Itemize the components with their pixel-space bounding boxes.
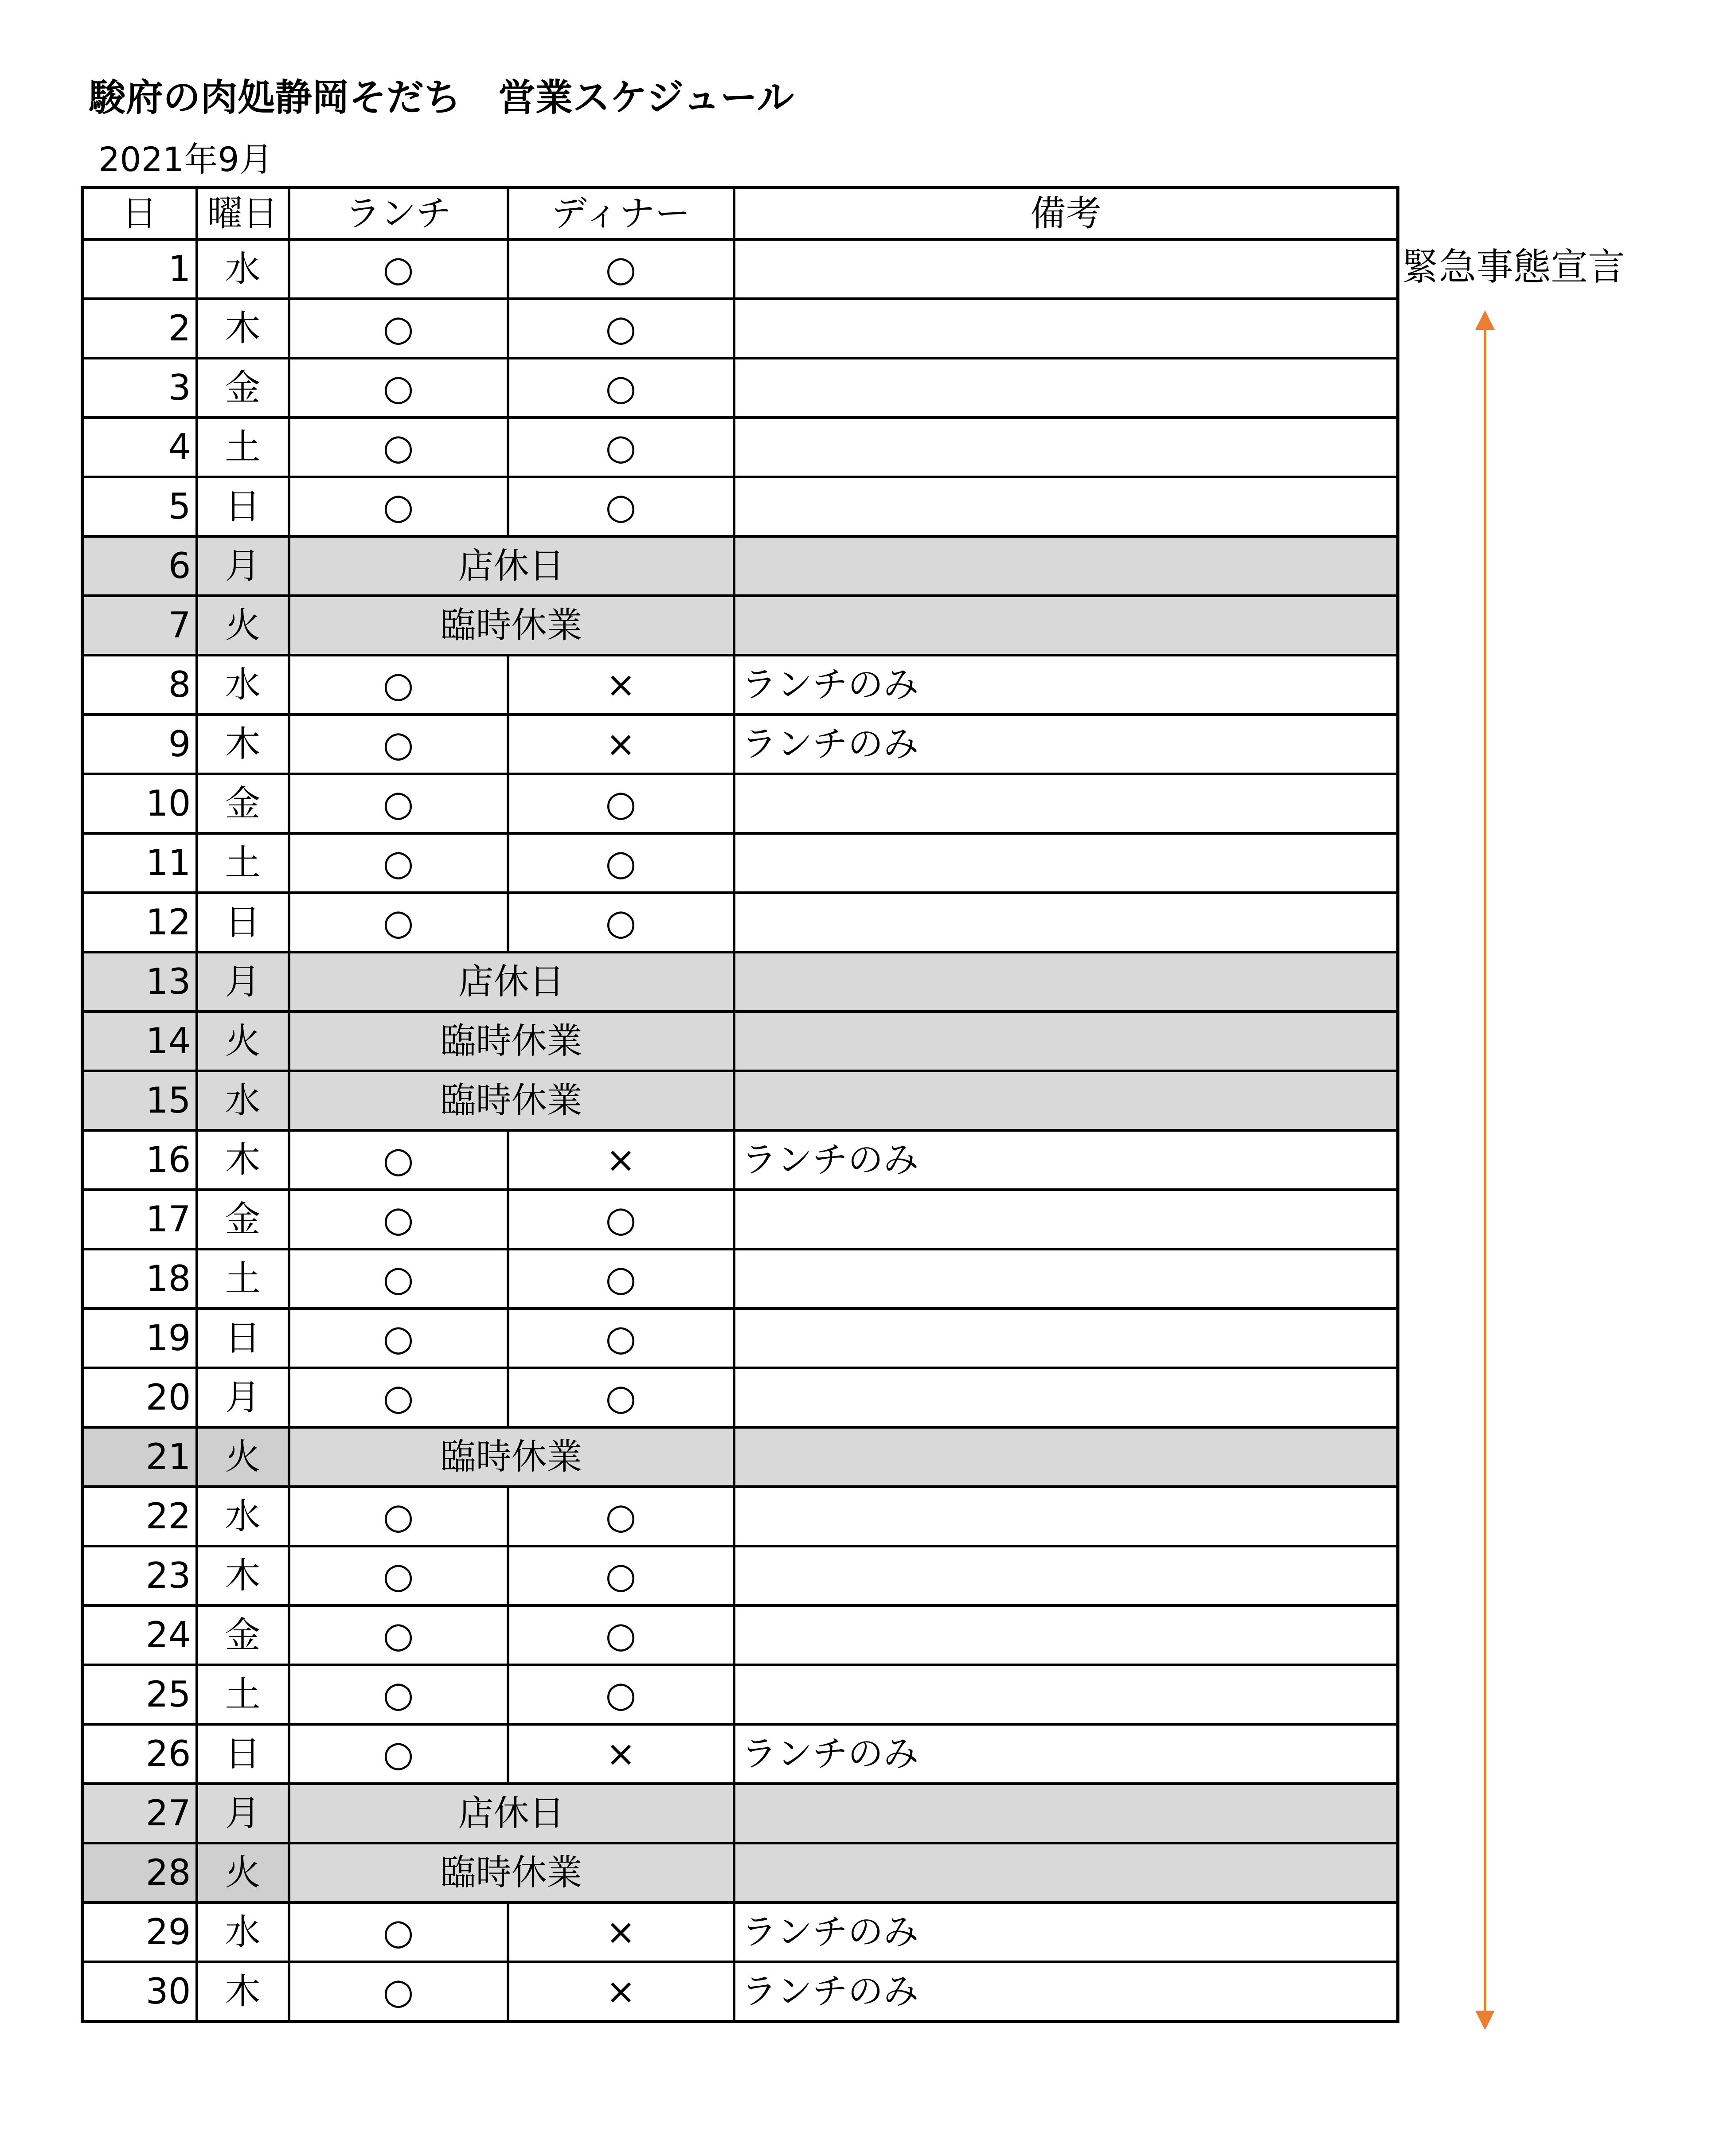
weekday-cell: 月 — [197, 1368, 289, 1427]
dinner-cell: ○ — [508, 1190, 734, 1249]
emergency-declaration-label: 緊急事態宣言 — [1402, 245, 1626, 289]
table-row — [82, 1605, 1398, 1665]
note-cell — [734, 1368, 1398, 1427]
arrow-head-up — [1475, 310, 1495, 330]
weekday-cell: 水 — [197, 239, 289, 299]
weekday-cell: 水 — [197, 655, 289, 715]
day-cell: 1 — [82, 239, 197, 299]
day-cell: 24 — [82, 1605, 197, 1665]
table-row — [82, 1784, 1398, 1843]
table-row — [82, 1902, 1398, 1962]
dinner-cell: ○ — [508, 299, 734, 358]
closed-status-cell: 臨時休業 — [289, 1843, 734, 1902]
lunch-cell: ○ — [289, 1902, 508, 1962]
note-cell — [734, 1665, 1398, 1724]
table-row — [82, 239, 1398, 299]
day-cell: 22 — [82, 1487, 197, 1546]
table-row — [82, 299, 1398, 358]
weekday-cell: 土 — [197, 1665, 289, 1724]
note-cell — [734, 239, 1398, 299]
day-cell: 4 — [82, 418, 197, 477]
closed-status-cell: 臨時休業 — [289, 1012, 734, 1071]
header-notes: 備考 — [734, 188, 1398, 240]
emergency-period-arrow — [1467, 310, 1503, 2030]
day-cell: 16 — [82, 1130, 197, 1190]
closed-status-cell: 臨時休業 — [289, 596, 734, 655]
closed-status-cell: 臨時休業 — [289, 1427, 734, 1487]
table-row — [82, 1071, 1398, 1130]
day-cell: 21 — [82, 1427, 197, 1487]
table-row — [82, 833, 1398, 893]
dinner-cell: × — [508, 655, 734, 715]
note-cell — [734, 1249, 1398, 1308]
day-cell: 27 — [82, 1784, 197, 1843]
note-cell — [734, 299, 1398, 358]
lunch-cell: ○ — [289, 1130, 508, 1190]
table-row — [82, 1962, 1398, 2022]
note-cell — [734, 1012, 1398, 1071]
dinner-cell: × — [508, 1902, 734, 1962]
table-row — [82, 715, 1398, 774]
table-row — [82, 893, 1398, 952]
dinner-cell: ○ — [508, 239, 734, 299]
note-cell — [734, 1784, 1398, 1843]
day-cell: 25 — [82, 1665, 197, 1724]
dinner-cell: × — [508, 715, 734, 774]
table-row — [82, 418, 1398, 477]
note-cell — [734, 536, 1398, 596]
note-cell: ランチのみ — [734, 715, 1398, 774]
day-cell: 23 — [82, 1546, 197, 1605]
dinner-cell: × — [508, 1962, 734, 2022]
dinner-cell: ○ — [508, 1605, 734, 1665]
page-title: 駿府の肉処静岡そだち 営業スケジュール — [89, 76, 794, 119]
weekday-cell: 土 — [197, 833, 289, 893]
weekday-cell: 金 — [197, 1605, 289, 1665]
closed-status-cell: 店休日 — [289, 1784, 734, 1843]
dinner-cell: ○ — [508, 1308, 734, 1368]
day-cell: 8 — [82, 655, 197, 715]
dinner-cell: ○ — [508, 418, 734, 477]
day-cell: 30 — [82, 1962, 197, 2022]
day-cell: 26 — [82, 1724, 197, 1784]
schedule-body — [82, 239, 1398, 2022]
note-cell — [734, 833, 1398, 893]
weekday-cell: 火 — [197, 1843, 289, 1902]
table-row — [82, 655, 1398, 715]
day-cell: 17 — [82, 1190, 197, 1249]
day-cell: 6 — [82, 536, 197, 596]
weekday-cell: 金 — [197, 1190, 289, 1249]
weekday-cell: 火 — [197, 1012, 289, 1071]
lunch-cell: ○ — [289, 833, 508, 893]
day-cell: 18 — [82, 1249, 197, 1308]
weekday-cell: 月 — [197, 1784, 289, 1843]
lunch-cell: ○ — [289, 1605, 508, 1665]
lunch-cell: ○ — [289, 358, 508, 418]
day-cell: 29 — [82, 1902, 197, 1962]
table-row — [82, 1724, 1398, 1784]
lunch-cell: ○ — [289, 655, 508, 715]
note-cell: ランチのみ — [734, 1724, 1398, 1784]
lunch-cell: ○ — [289, 477, 508, 536]
lunch-cell: ○ — [289, 774, 508, 833]
weekday-cell: 木 — [197, 1962, 289, 2022]
weekday-cell: 水 — [197, 1071, 289, 1130]
day-cell: 2 — [82, 299, 197, 358]
dinner-cell: ○ — [508, 1249, 734, 1308]
note-cell — [734, 1308, 1398, 1368]
lunch-cell: ○ — [289, 1724, 508, 1784]
lunch-cell: ○ — [289, 1962, 508, 2022]
weekday-cell: 月 — [197, 536, 289, 596]
schedule-table — [81, 186, 1399, 2023]
lunch-cell: ○ — [289, 1487, 508, 1546]
weekday-cell: 水 — [197, 1902, 289, 1962]
day-cell: 28 — [82, 1843, 197, 1902]
header-lunch: ランチ — [289, 188, 508, 240]
note-cell — [734, 477, 1398, 536]
weekday-cell: 金 — [197, 358, 289, 418]
table-row — [82, 358, 1398, 418]
day-cell: 20 — [82, 1368, 197, 1427]
note-cell — [734, 1546, 1398, 1605]
weekday-cell: 木 — [197, 1130, 289, 1190]
note-cell: ランチのみ — [734, 655, 1398, 715]
closed-status-cell: 臨時休業 — [289, 1071, 734, 1130]
lunch-cell: ○ — [289, 299, 508, 358]
table-header-row — [82, 188, 1398, 240]
lunch-cell: ○ — [289, 239, 508, 299]
table-row — [82, 596, 1398, 655]
lunch-cell: ○ — [289, 1308, 508, 1368]
dinner-cell: ○ — [508, 477, 734, 536]
lunch-cell: ○ — [289, 715, 508, 774]
note-cell — [734, 1071, 1398, 1130]
dinner-cell: ○ — [508, 358, 734, 418]
weekday-cell: 土 — [197, 418, 289, 477]
day-cell: 9 — [82, 715, 197, 774]
day-cell: 13 — [82, 952, 197, 1012]
lunch-cell: ○ — [289, 1249, 508, 1308]
day-cell: 14 — [82, 1012, 197, 1071]
weekday-cell: 水 — [197, 1487, 289, 1546]
day-cell: 5 — [82, 477, 197, 536]
note-cell — [734, 774, 1398, 833]
weekday-cell: 日 — [197, 893, 289, 952]
weekday-cell: 日 — [197, 1308, 289, 1368]
header-weekday: 曜日 — [197, 188, 289, 240]
table-row — [82, 1427, 1398, 1487]
dinner-cell: ○ — [508, 893, 734, 952]
dinner-cell: ○ — [508, 1487, 734, 1546]
arrow-head-down — [1475, 2011, 1495, 2030]
table-row — [82, 1368, 1398, 1427]
table-row — [82, 1546, 1398, 1605]
note-cell: ランチのみ — [734, 1962, 1398, 2022]
day-cell: 19 — [82, 1308, 197, 1368]
lunch-cell: ○ — [289, 418, 508, 477]
day-cell: 15 — [82, 1071, 197, 1130]
day-cell: 12 — [82, 893, 197, 952]
note-cell: ランチのみ — [734, 1130, 1398, 1190]
weekday-cell: 木 — [197, 1546, 289, 1605]
note-cell — [734, 1427, 1398, 1487]
lunch-cell: ○ — [289, 1190, 508, 1249]
dinner-cell: ○ — [508, 833, 734, 893]
lunch-cell: ○ — [289, 1665, 508, 1724]
weekday-cell: 日 — [197, 1724, 289, 1784]
note-cell — [734, 952, 1398, 1012]
closed-status-cell: 店休日 — [289, 536, 734, 596]
weekday-cell: 火 — [197, 596, 289, 655]
table-row — [82, 1843, 1398, 1902]
note-cell — [734, 1843, 1398, 1902]
table-row — [82, 1130, 1398, 1190]
note-cell — [734, 1487, 1398, 1546]
header-dinner: ディナー — [508, 188, 734, 240]
note-cell — [734, 1605, 1398, 1665]
dinner-cell: × — [508, 1130, 734, 1190]
day-cell: 7 — [82, 596, 197, 655]
day-cell: 10 — [82, 774, 197, 833]
dinner-cell: ○ — [508, 1546, 734, 1605]
note-cell — [734, 893, 1398, 952]
note-cell — [734, 358, 1398, 418]
lunch-cell: ○ — [289, 1368, 508, 1427]
closed-status-cell: 店休日 — [289, 952, 734, 1012]
weekday-cell: 火 — [197, 1427, 289, 1487]
table-row — [82, 1190, 1398, 1249]
table-row — [82, 952, 1398, 1012]
day-cell: 3 — [82, 358, 197, 418]
schedule-month: 2021年9月 — [98, 140, 273, 179]
note-cell: ランチのみ — [734, 1902, 1398, 1962]
weekday-cell: 日 — [197, 477, 289, 536]
dinner-cell: ○ — [508, 774, 734, 833]
weekday-cell: 木 — [197, 715, 289, 774]
dinner-cell: ○ — [508, 1368, 734, 1427]
note-cell — [734, 596, 1398, 655]
table-row — [82, 1249, 1398, 1308]
dinner-cell: ○ — [508, 1665, 734, 1724]
dinner-cell: × — [508, 1724, 734, 1784]
note-cell — [734, 418, 1398, 477]
day-cell: 11 — [82, 833, 197, 893]
note-cell — [734, 1190, 1398, 1249]
weekday-cell: 月 — [197, 952, 289, 1012]
weekday-cell: 金 — [197, 774, 289, 833]
table-row — [82, 1012, 1398, 1071]
table-row — [82, 774, 1398, 833]
table-row — [82, 1487, 1398, 1546]
lunch-cell: ○ — [289, 893, 508, 952]
table-row — [82, 1308, 1398, 1368]
weekday-cell: 木 — [197, 299, 289, 358]
lunch-cell: ○ — [289, 1546, 508, 1605]
table-row — [82, 536, 1398, 596]
table-row — [82, 1665, 1398, 1724]
header-day: 日 — [82, 188, 197, 240]
weekday-cell: 土 — [197, 1249, 289, 1308]
table-row — [82, 477, 1398, 536]
